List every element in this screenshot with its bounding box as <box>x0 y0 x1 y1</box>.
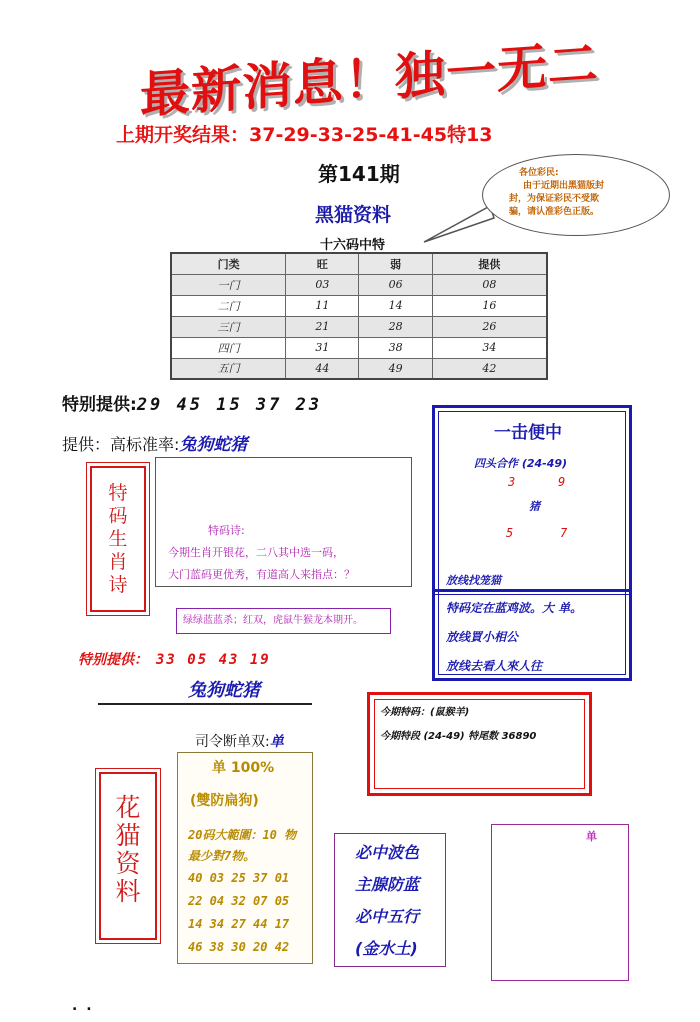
table-cell: 五门 <box>171 358 286 379</box>
table-cell: 34 <box>432 337 547 358</box>
table-cell: 49 <box>359 358 432 379</box>
table-cell: 03 <box>286 274 359 295</box>
table-cell: 四门 <box>171 337 286 358</box>
table-row <box>171 337 547 358</box>
last-result-numbers: 37-29-33-25-41-45特13 <box>249 124 493 146</box>
table-cell: 21 <box>286 316 359 337</box>
hit-box-divider <box>432 589 632 595</box>
color-element-item: (金水土) <box>355 939 418 958</box>
table-header-row <box>171 253 547 274</box>
special-provide-label: 特别提供: <box>62 395 137 415</box>
special-provide-2 <box>78 649 271 669</box>
provide-line <box>62 430 247 455</box>
purple-box <box>491 824 629 981</box>
purple-mark: 单 <box>586 830 597 843</box>
huamao-number-row: 14 34 27 44 17 <box>188 917 290 931</box>
special-provide-2-numbers: 33 05 43 19 <box>156 652 271 668</box>
divider <box>98 703 312 705</box>
provide-label: 提供：高标准率: <box>62 435 180 454</box>
table-cell: 44 <box>286 358 359 379</box>
table-cell: 31 <box>286 337 359 358</box>
command-label: 司令断单双: <box>195 734 270 750</box>
huamao-char: 资 <box>115 849 141 878</box>
table-cell: 14 <box>359 295 432 316</box>
table-cell: 一门 <box>171 274 286 295</box>
color-note: 绿绿蓝蓝杀；红双，虎鼠牛猴龙本期开。 <box>176 608 391 634</box>
footer-dots: . . <box>72 998 94 1014</box>
table-header: 弱 <box>359 253 432 274</box>
tema-char: 诗 <box>108 574 128 596</box>
huamao-headline: 单 100% <box>212 760 275 776</box>
color-element-item: 必中五行 <box>355 907 420 926</box>
table-cell: 28 <box>359 316 432 337</box>
color-element-item: 必中波色 <box>355 843 420 862</box>
hit-line: 特码定在蓝鸡波。大 单。 <box>446 601 583 615</box>
hit-footer: 放线找笼猫 <box>446 574 501 587</box>
huamao-text: 最少對7物。 <box>188 849 256 863</box>
bubble-line: 封，为保证彩民不受欺 <box>509 194 600 204</box>
table-header: 提供 <box>432 253 547 274</box>
table-cell: 06 <box>359 274 432 295</box>
hit-line: 放线買小相公 <box>446 630 519 644</box>
huamao-number-row: 22 04 32 07 05 <box>188 894 290 908</box>
bubble-line: 骗，请认准彩色正版。 <box>509 207 600 217</box>
table-header: 门类 <box>171 253 286 274</box>
tema-char: 生 <box>108 528 128 550</box>
hit-number: 7 <box>560 526 568 540</box>
sixteen-codes-label: 十六码中特 <box>320 238 386 253</box>
table-cell: 26 <box>432 316 547 337</box>
special-provide <box>62 390 322 415</box>
provide-zodiac: 兔狗蛇猪 <box>179 435 248 455</box>
table-cell: 38 <box>359 337 432 358</box>
command-value: 单 <box>269 734 284 750</box>
tema-char: 特 <box>108 482 128 504</box>
tema-poem-box <box>90 466 146 612</box>
table-cell: 42 <box>432 358 547 379</box>
table-header: 旺 <box>286 253 359 274</box>
hit-number: 9 <box>558 475 566 489</box>
special-provide-2-label: 特别提供： <box>78 652 148 668</box>
poem-line: 大门蓝码更优秀，有道高人来指点：？ <box>168 568 355 581</box>
issue-number: 第141期 <box>318 162 400 186</box>
headline: 最新消息！独一无二 <box>140 33 599 125</box>
last-result <box>116 120 493 147</box>
last-result-label: 上期开奖结果： <box>116 124 250 146</box>
huamao-char: 猫 <box>115 821 141 850</box>
color-element-item: 主腺防蓝 <box>355 875 420 894</box>
blackcat-title: 黑猫资料 <box>315 204 392 226</box>
tema-char: 码 <box>108 505 128 527</box>
hit-line: 放线去看人來人往 <box>446 659 543 673</box>
huamao-box <box>99 772 157 940</box>
hit-number: 3 <box>508 475 516 489</box>
table-cell: 二门 <box>171 295 286 316</box>
table-cell: 16 <box>432 295 547 316</box>
blackcat-table <box>170 252 548 380</box>
hit-title: 一击便中 <box>494 423 562 443</box>
today-line: 今期特段 (24-49) 特尾数 36890 <box>380 731 537 742</box>
table-cell: 11 <box>286 295 359 316</box>
table-row <box>171 274 547 295</box>
huamao-subline: (雙防扁狗) <box>190 793 259 809</box>
table-row <box>171 358 547 379</box>
huamao-char: 花 <box>115 793 141 822</box>
bubble-line: 各位彩民: <box>519 168 559 178</box>
huamao-char: 料 <box>115 877 141 906</box>
hit-center-char: 猪 <box>529 500 540 513</box>
table-cell: 08 <box>432 274 547 295</box>
today-line: 今期特码：(鼠猴羊) <box>380 707 470 718</box>
table-row <box>171 295 547 316</box>
huamao-number-row: 40 03 25 37 01 <box>188 871 290 885</box>
notice-bubble <box>482 154 670 236</box>
poem-title: 特码诗: <box>208 524 245 537</box>
command-line <box>195 731 284 751</box>
special-provide-numbers: 29 45 15 37 23 <box>136 395 323 415</box>
tema-char: 肖 <box>108 551 128 573</box>
poem-line: 今期生肖开银花，二八其中选一码， <box>168 546 344 559</box>
huamao-number-row: 46 38 30 20 42 <box>188 940 290 954</box>
zodiac-line: 兔狗蛇猪 <box>188 680 260 701</box>
hit-number: 5 <box>506 526 514 540</box>
hit-subtitle: 四头合作 (24-49) <box>474 457 568 470</box>
table-cell: 三门 <box>171 316 286 337</box>
table-row <box>171 316 547 337</box>
huamao-text: 20码大範圍：10 物 <box>188 828 297 842</box>
bubble-line: 由于近期出黑猫版封 <box>523 181 605 191</box>
